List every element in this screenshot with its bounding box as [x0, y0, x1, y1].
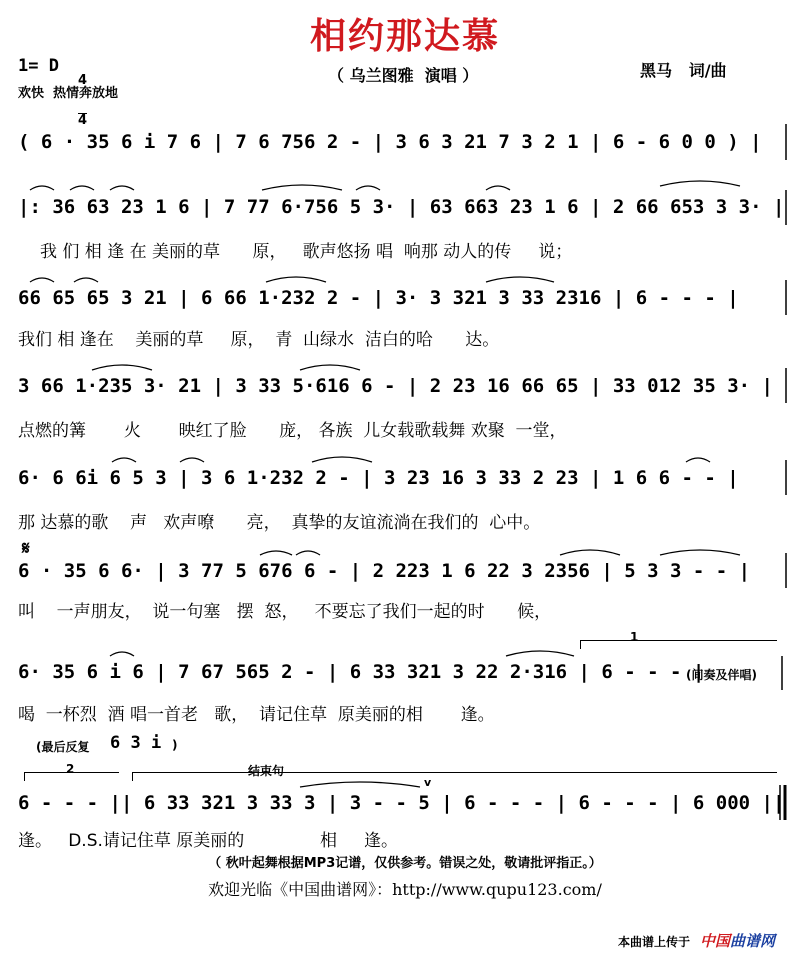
interlude-marker: (间奏及伴唱) — [686, 668, 757, 682]
final-repeat-label: (最后反复 — [36, 740, 90, 754]
logo-part-b: 曲谱网 — [730, 932, 776, 950]
slur — [296, 551, 320, 555]
music-line-6-notes: 6 · 35 6 6· | 3 77 5 676 6 - | 2 223 1 6 22 3 2356 | 5 3 3 - - | — [18, 560, 751, 582]
slur — [262, 185, 342, 190]
logo-part-a: 中国 — [700, 932, 731, 950]
ending-label: 结束句 — [248, 764, 285, 778]
slur — [660, 181, 740, 186]
slur — [74, 278, 98, 282]
music-line-2-notes: |: 36 63 23 1 6 | 7 77 6·756 5 3· | 63 663 23 1 6 | 2 66 653 3 3· | — [18, 196, 785, 218]
slur — [110, 186, 134, 190]
slur — [486, 277, 554, 282]
slur — [686, 458, 710, 462]
slur — [92, 365, 152, 370]
song-title: 相约那达慕 — [309, 16, 500, 57]
music-line-8-lyrics: 逢。 D.S.请记住草 原美丽的 相 逢。 — [18, 831, 398, 851]
slur — [356, 186, 380, 190]
credits: 黑马 词/曲 — [640, 61, 727, 80]
music-line-8-notes: 6 - - - || 6 33 321 3 33 3 | 3 - - 5 | 6 - - - | 6 - - - | 6 000 || — [18, 792, 785, 814]
slur — [30, 278, 54, 282]
slur — [312, 457, 372, 462]
final-repeat-close: ) — [172, 738, 178, 752]
slur — [180, 458, 204, 462]
performer: （ 乌兰图雅 演唱 ） — [328, 66, 479, 85]
slur — [70, 186, 94, 190]
slur — [486, 186, 510, 190]
music-line-1-notes: ( 6 · 35 6 i 7 6 | 7 6 756 2 - | 3 6 3 21 7 3 2 1 | 6 - 6 0 0 ) | — [18, 131, 762, 153]
music-line-3-lyrics: 我们 相 逢在 美丽的草 原， 青 山绿水 洁白的哈 达。 — [18, 330, 500, 350]
slur — [260, 551, 292, 555]
time-signature-top: 4 — [78, 73, 88, 88]
upload-label: 本曲谱上传于 — [618, 935, 691, 949]
segno-sign: 𝄋 — [22, 538, 30, 559]
slur — [112, 458, 136, 462]
music-line-7-notes: 6· 35 6 i 6 | 7 67 565 2 - | 6 33 321 3 22 2·316 | 6 - - - | — [18, 661, 705, 683]
slur — [300, 365, 360, 370]
music-line-5-lyrics: 那 达慕的歌 声 欢声嘹 亮， 真挚的友谊流淌在我们的 心中。 — [18, 513, 541, 533]
music-line-2-lyrics: 我 们 相 逢 在 美丽的草 原， 歌声悠扬 唱 响那 动人的传 说； — [40, 242, 573, 262]
volta-2-number: 2 — [66, 762, 75, 776]
breath-mark: v — [424, 776, 432, 789]
music-line-4-lyrics: 点燃的篝 火 映红了脸 庞， 各族 儿女载歌载舞 欢聚 一堂， — [18, 421, 567, 441]
final-repeat-notes: 6 3 i — [110, 733, 162, 753]
music-line-3-notes: 66 65 65 3 21 | 6 66 1·232 2 - | 3· 3 321 3 33 2316 | 6 - - - | — [18, 287, 739, 309]
music-line-4-notes: 3 66 1·235 3· 21 | 3 33 5·616 6 - | 2 23 16 66 65 | 33 012 35 3· | — [18, 375, 773, 397]
music-line-7-lyrics: 喝 一杯烈 酒 唱一首老 歌， 请记住草 原美丽的相 逢。 — [18, 705, 495, 725]
slur — [300, 782, 420, 787]
slur — [266, 277, 326, 282]
website-line: 欢迎光临《中国曲谱网》：http://www.qupu123.com/ — [208, 880, 602, 899]
volta-1-number: 1 — [630, 630, 639, 644]
transcription-note: （ 秋叶起舞根据MP3记谱，仅供参考。错误之处，敬请批评指正。） — [208, 856, 602, 871]
slur — [110, 652, 134, 656]
slur — [506, 651, 574, 656]
slur — [30, 186, 54, 190]
tempo-marking: 欢快 热情奔放地 — [18, 86, 119, 101]
music-line-5-notes: 6· 6 6i 6 5 3 | 3 6 1·232 2 - | 3 23 16 3 33 2 23 | 1 6 6 - - | — [18, 467, 739, 489]
slur — [660, 550, 740, 555]
slur — [560, 550, 620, 555]
time-signature-bottom: 4 — [78, 113, 88, 128]
key-signature: 1= D — [18, 56, 59, 76]
music-line-6-lyrics: 叫 一声朋友， 说一句塞 摆 怒， 不要忘了我们一起的时 候， — [18, 602, 552, 622]
